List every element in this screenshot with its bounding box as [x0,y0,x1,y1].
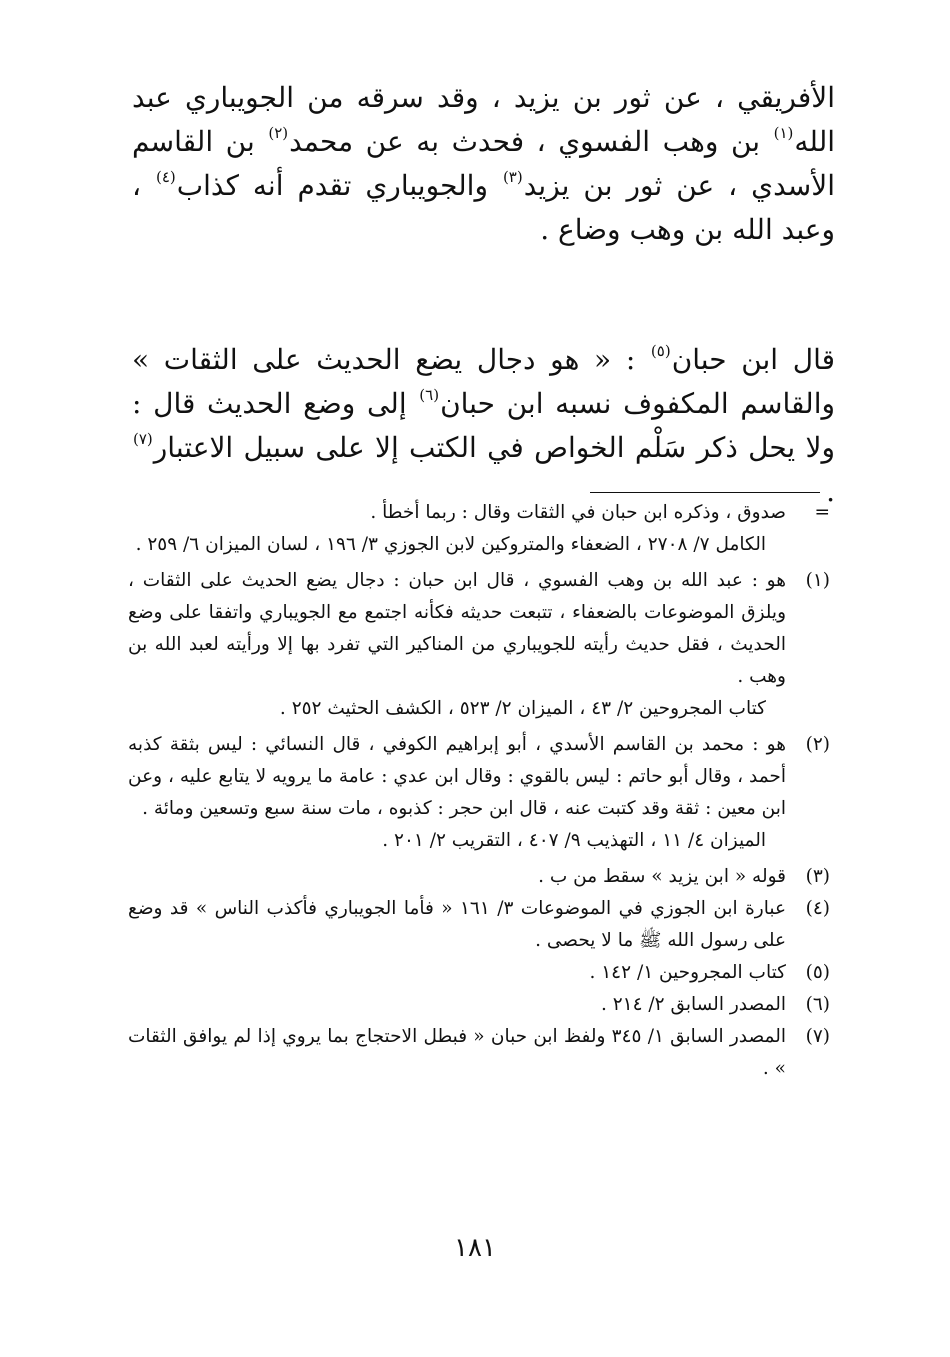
footnote-text [128,729,786,857]
footnote-text: عبارة ابن الجوزي في الموضوعات ٣/ ١٦١ « فأما الجويباري فأكذب الناس » قد وضع على رسول الله ﷺ ما لا يحصى . [128,898,786,951]
footnote-marker: = [814,502,830,523]
footnote-text: المصدر السابق ٢/ ٢١٤ . [600,994,786,1015]
footnote-marker: (٣) [805,866,830,887]
footnote-ref-3: (٣) [502,168,523,186]
footnote-body: هو : عبد الله بن وهب الفسوي ، قال ابن حبان : دجال يضع الحديث على الثقات ، ويلزق الموضوعات بالضعفاء ، تتبعت حديثه فكأنه اجتمع مع الجويباري واتفقا على وضع الحديث ، فقل حديث رأيته للجويباري من المناكير التي تفرد بها إلا ورأيته لعبد الله بن وهب . [128,570,786,687]
footnote-2 [128,729,830,857]
paragraph-1-text-d: والجويباري تقدم أنه كذاب [176,169,502,202]
paragraph-2-text-c: إلى وضع الحديث قال : ولا يحل ذكر سَلْم الخواص في الكتب إلا على سبيل الاعتبار [132,387,835,464]
footnote-marker: (٥) [805,962,830,983]
body-paragraph-1 [132,76,835,252]
paragraph-2-text-b: : « هو دجال يضع الحديث على الثقات » والقاسم المكفوف نسبه ابن حبان [132,343,835,420]
footnote-ref-1: (١) [773,124,794,142]
footnote-text: كتاب المجروحين ١/ ١٤٢ . [589,962,786,983]
footnote-body: صدوق ، وذكره ابن حبان في الثقات وقال : ربما أخطأ . [370,502,786,523]
paragraph-1-text-c: بن القاسم الأسدي ، عن ثور بن يزيد [132,125,835,202]
footnote-source: الميزان ٤/ ١١ ، التهذيب ٩/ ٤٠٧ ، التقريب ٢/ ٢٠١ . [382,830,766,851]
footnotes [128,497,830,1085]
footnote-7 [128,1021,830,1085]
footnote-marker: (٦) [805,994,830,1015]
footnote-source: كتاب المجروحين ٢/ ٤٣ ، الميزان ٢/ ٥٢٣ ، الكشف الحثيث ٢٥٢ . [279,698,766,719]
footnote-continued [128,497,830,561]
footnote-ref-6: (٦) [419,386,440,404]
footnote-ref-7: (٧) [133,430,153,448]
footnote-text [128,565,786,725]
footnote-ref-4: (٤) [156,168,176,186]
footnote-text: المصدر السابق ١/ ٣٤٥ ولفظ ابن حبان « فبطل الاحتجاج بما يروي إذا لم يوافق الثقات » . [128,1026,786,1079]
footnote-marker: (١) [805,570,830,591]
footnote-3 [128,861,830,893]
footnote-source: الكامل ٧/ ٢٧٠٨ ، الضعفاء والمتروكين لابن الجوزي ٣/ ١٩٦ ، لسان الميزان ٦/ ٢٥٩ . [135,534,766,555]
footnote-5 [128,957,830,989]
page-number: ١٨١ [454,1233,496,1263]
footnote-divider [590,492,820,493]
footnote-ref-2: (٢) [268,124,289,142]
body-paragraph-2 [132,338,835,514]
footnote-marker: (٧) [805,1026,830,1047]
paragraph-2-text-d: . [826,475,835,508]
footnote-marker: (٤) [805,898,830,919]
paragraph-1-text-a: الأفريقي ، عن ثور بن يزيد ، وقد سرقه من الجويباري عبد الله [132,81,835,158]
footnote-body: هو : محمد بن القاسم الأسدي ، أبو إبراهيم الكوفي ، قال النسائي : ليس بثقة كذبه أحمد ، وقال أبو حاتم : ليس بالقوي : وقال ابن عدي : عامة ما يرويه لا يتابع عليه ، وعن ابن معين : ثقة وقد كتبت عنه ، قال ابن حجر : كذبوه ، مات سنة سبع وتسعين ومائة . [128,734,786,819]
footnote-ref-5: (٥) [650,342,671,360]
footnote-text [128,497,786,561]
footnote-4 [128,893,830,957]
footnote-marker: (٢) [805,734,830,755]
paragraph-2-text-a: قال ابن حبان [671,343,835,376]
footnote-text: قوله « ابن يزيد » سقط من ب . [538,866,786,887]
paragraph-1-text-e: ، وعبد الله بن وهب وضاع . [132,169,835,246]
footnote-6 [128,989,830,1021]
paragraph-1-text-b: بن وهب الفسوي ، فحدث به عن محمد [289,125,773,158]
footnote-1 [128,565,830,725]
